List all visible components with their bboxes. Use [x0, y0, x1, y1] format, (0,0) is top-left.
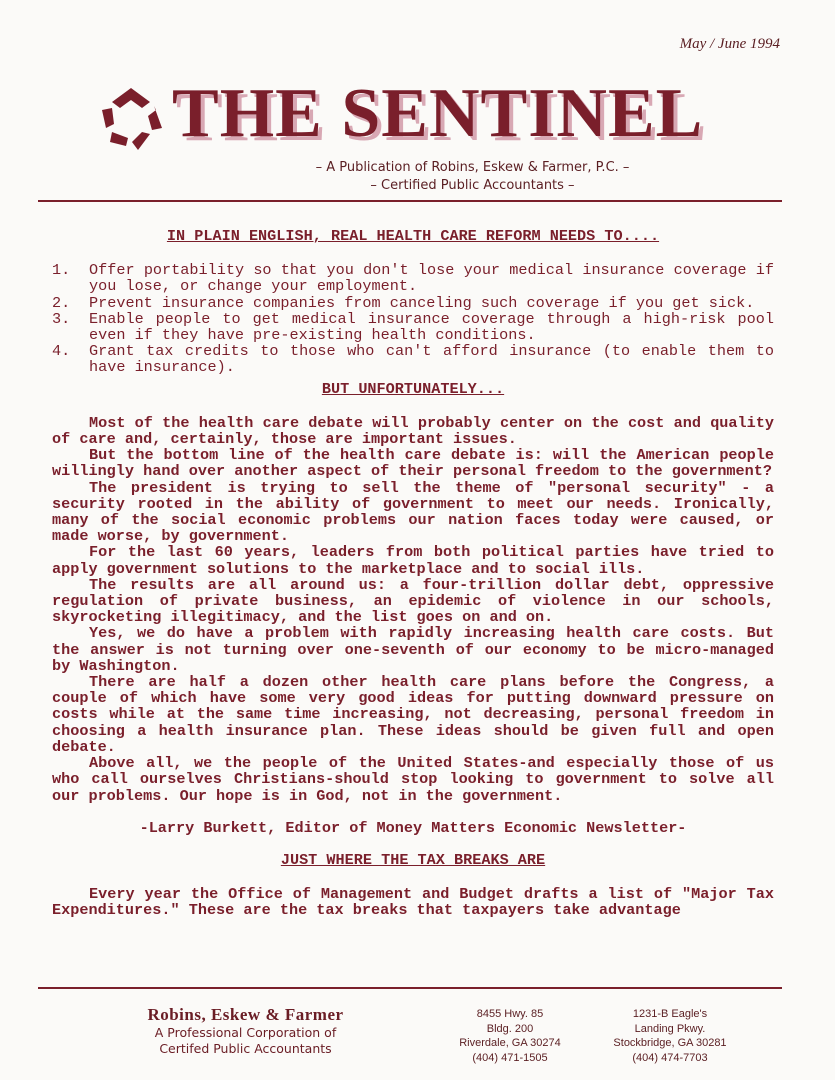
footer	[0, 1005, 835, 1075]
paragraph: Above all, we the people of the United States-and especially those of us who call ourselves Christians-should stop looking to government to solve all our problems. Our hope is in God, not in the government.	[52, 754, 774, 805]
paragraph: Every year the Office of Management and Budget drafts a list of "Major Tax Expenditures." These are the tax breaks that taxpayers take advantage	[52, 885, 774, 920]
paragraph: For the last 60 years, leaders from both political parties have tried to apply government solutions to the marketplace and to social ills.	[52, 543, 774, 578]
paragraph: But the bottom line of the health care debate is: will the American people willingly hand over another aspect of their personal freedom to the government?	[52, 446, 774, 481]
article-heading-tax-breaks: JUST WHERE THE TAX BREAKS ARE	[280, 850, 546, 869]
pentagon-segments-icon	[98, 86, 164, 152]
subheading-but-unfortunately: BUT UNFORTUNATELY...	[321, 379, 505, 398]
author-signature: -Larry Burkett, Editor of Money Matters Economic Newsletter-	[139, 818, 687, 837]
newsletter-body	[52, 228, 774, 919]
paragraph: Yes, we do have a problem with rapidly increasing health care costs. But the answer is not turning over one-seventh of our economy to be micro-managed by Washington.	[52, 624, 774, 675]
firm-description: A Professional Corporation of	[154, 1025, 337, 1040]
paragraph: There are half a dozen other health care plans before the Congress, a couple of which have some very good ideas for putting downward pressure on costs while at the same time increasing, not decreasing, personal freedom in choosing a health insurance plan. These ideas should be given full and open debate.	[52, 673, 774, 756]
newsletter-title: THE SENTINEL	[172, 75, 704, 152]
publication-line: – A Publication of Robins, Eskew & Farmer, P.C. –	[315, 160, 630, 175]
profession-line: – Certified Public Accountants –	[370, 178, 575, 193]
paragraph: The results are all around us: a four-trillion dollar debt, oppressive regulation of private business, an epidemic of violence in our schools, skyrocketing illegitimacy, and the list goes on and on.	[52, 575, 774, 627]
paragraph: Most of the health care debate will probably center on the cost and quality of care and, certainly, those are important issues.	[52, 413, 774, 449]
office-address-stockbridge: 1231-B Eagle's Landing Pkwy. Stockbridge, GA 30281 (404) 474-7703	[613, 1008, 727, 1064]
list-item: 2. Prevent insurance companies from canceling such coverage if you get sick.	[52, 293, 755, 312]
footer-divider	[38, 987, 782, 989]
header-divider	[38, 200, 782, 202]
issue-date: May / June 1994	[679, 36, 780, 52]
list-item: 4. Grant tax credits to those who can't afford insurance (to enable them to have insurance).	[52, 342, 774, 377]
firm-name: Robins, Eskew & Farmer	[147, 1005, 344, 1024]
reform-list	[52, 262, 774, 375]
list-item: 3. Enable people to get medical insurance coverage through a high-risk pool even if they have pre-existing health conditions.	[52, 309, 774, 345]
paragraph: The president is trying to sell the theme of "personal security" - a security rooted in the ability of government to meet our needs. Ironically, many of the social economic problems our nation faces today were caused, or made worse, by government.	[52, 478, 774, 546]
firm-description: Certifed Public Accountants	[159, 1041, 332, 1056]
list-item: 1. Offer portability so that you don't lose your medical insurance coverage if you lose, or change your employment.	[52, 261, 774, 296]
office-address-riverdale: 8455 Hwy. 85 Bldg. 200 Riverdale, GA 30274 (404) 471-1505	[459, 1008, 561, 1064]
firm-block	[118, 1005, 373, 1057]
article-heading-health-care: IN PLAIN ENGLISH, REAL HEALTH CARE REFORM NEEDS TO....	[166, 227, 660, 245]
masthead	[98, 75, 798, 162]
